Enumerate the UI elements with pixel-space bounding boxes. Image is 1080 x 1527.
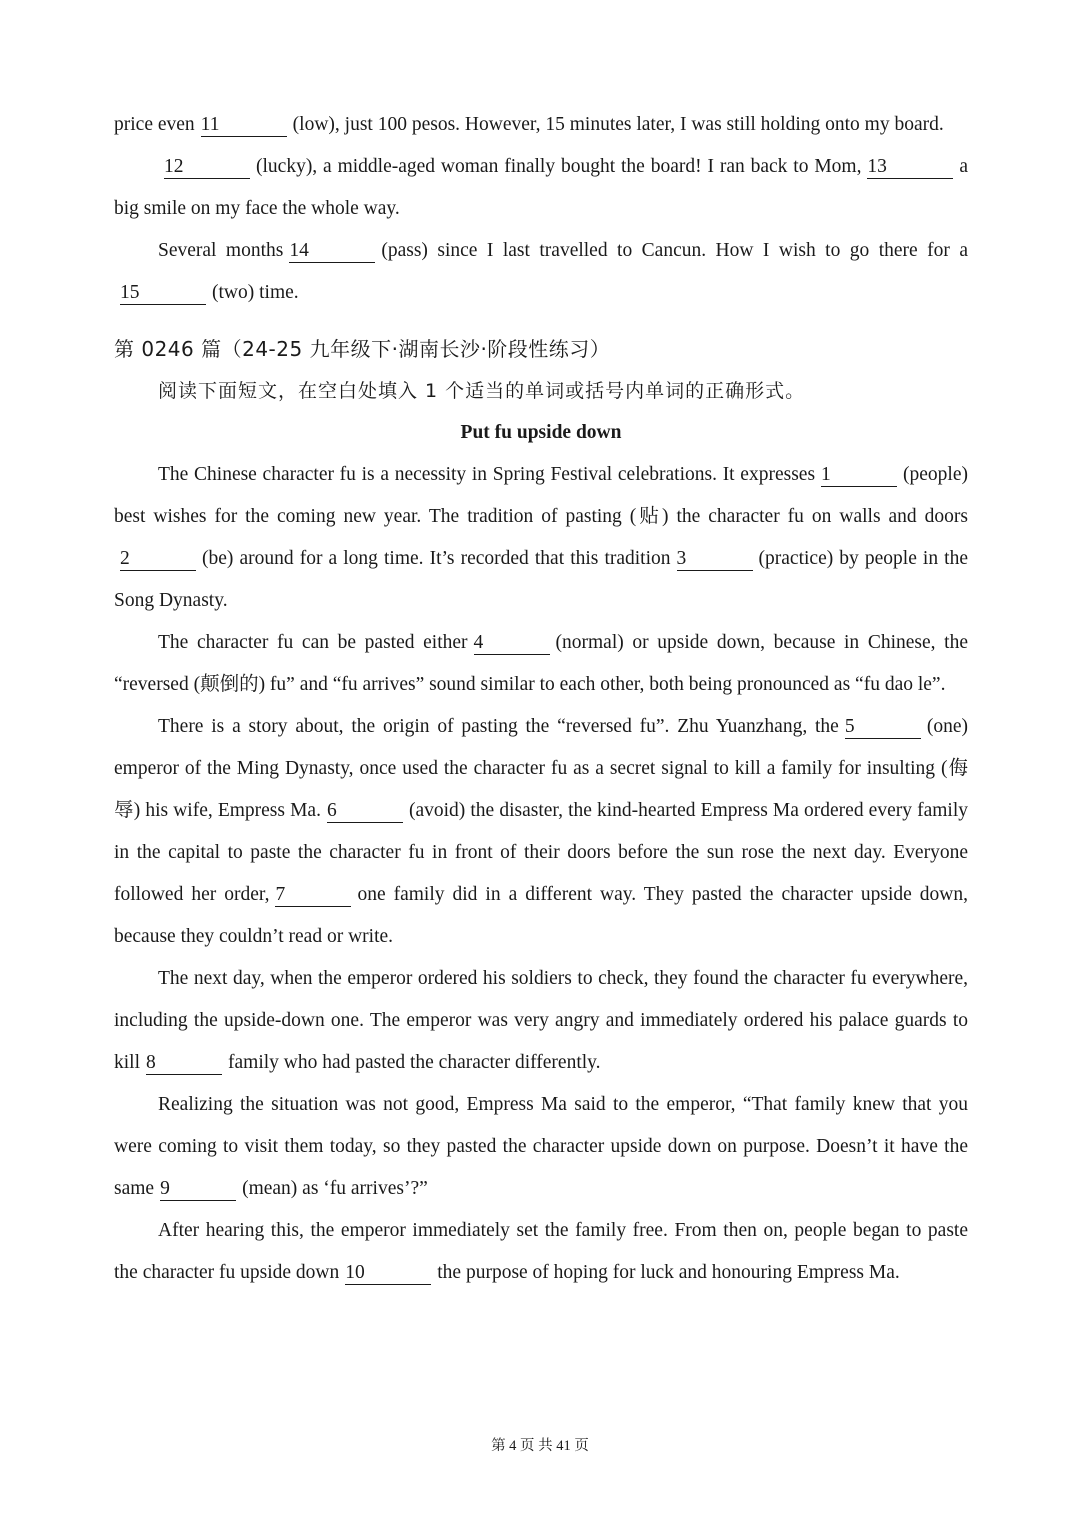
blank-3[interactable]: 3: [677, 548, 753, 571]
article-paragraph-3: There is a story about, the origin of pasting the “reversed fu”. Zhu Yuanzhang, the 5 (one) emperor of the Ming Dynasty, once used the character fu as a secret signal to kill a family for insulting (侮辱) his wife, Empress Ma. 6 (avoid) the disaster, the kind-hearted Empress Ma ordered every family in the capital to paste the character fu in front of their doors before the sun rose the next day. Everyone followed her order, 7 one family did in a different way. They pasted the character upside down, because they couldn’t read or write.: [114, 716, 968, 947]
blank-5[interactable]: 5: [845, 716, 921, 739]
page-footer: 第 4 页 共 41 页: [491, 1438, 589, 1454]
article-title: Put fu upside down: [460, 422, 622, 443]
page-content: [114, 104, 968, 1294]
blank-8[interactable]: 8: [146, 1052, 222, 1075]
blank-4[interactable]: 4: [474, 632, 550, 655]
article-paragraph-4: The next day, when the emperor ordered his soldiers to check, they found the character fu everywhere, including the upside-down one. The emperor was very angry and immediately ordered his palace guards to kill 8 family who had pasted the character differently.: [114, 968, 968, 1073]
blank-12[interactable]: 12: [164, 156, 250, 179]
blank-7[interactable]: 7: [275, 884, 351, 907]
blank-1[interactable]: 1: [821, 464, 897, 487]
blank-15[interactable]: 15: [120, 282, 206, 305]
prev-paragraph-3: Several months 14 (pass) since I last travelled to Cancun. How I wish to go there for a15 (two) time.: [120, 240, 968, 303]
blank-13[interactable]: 13: [867, 156, 953, 179]
section-title: 第 0246 篇（24-25 九年级下·湖南长沙·阶段性练习）: [114, 337, 611, 361]
blank-10[interactable]: 10: [345, 1262, 431, 1285]
blank-2[interactable]: 2: [120, 548, 196, 571]
blank-14[interactable]: 14: [289, 240, 375, 263]
article-paragraph-5: Realizing the situation was not good, Empress Ma said to the emperor, “That family knew that you were coming to visit them today, so they pasted the character upside down on purpose. Doesn’t it have the same 9 (mean) as ‘fu arrives’?”: [114, 1094, 968, 1199]
instruction-text: 阅读下面短文，在空白处填入 1 个适当的单词或括号内单词的正确形式。: [158, 380, 806, 402]
blank-11[interactable]: 11: [201, 114, 287, 137]
article-paragraph-2: The character fu can be pasted either 4 (normal) or upside down, because in Chinese, the “reversed (颠倒的) fu” and “fu arrives” sound similar to each other, both being pronounced as “fu dao le”.: [114, 632, 968, 695]
article-paragraph-6: After hearing this, the emperor immediately set the family free. From then on, people began to paste the character fu upside down 10 the purpose of hoping for luck and honouring Empress Ma.: [114, 1220, 968, 1283]
prev-paragraph-1: price even 11 (low), just 100 pesos. However, 15 minutes later, I was still holding onto my board.: [114, 114, 944, 135]
blank-6[interactable]: 6: [327, 800, 403, 823]
blank-9[interactable]: 9: [160, 1178, 236, 1201]
prev-paragraph-2: 12 (lucky), a middle-aged woman finally bought the board! I ran back to Mom, 13 a big smile on my face the whole way.: [114, 156, 968, 219]
article-paragraph-1: The Chinese character fu is a necessity in Spring Festival celebrations. It expresses 1 (people) best wishes for the coming new year. The tradition of pasting (贴) the character fu on walls and doors2 (be) around for a long time. It’s recorded that this tradition 3 (practice) by people in the Song Dynasty.: [114, 464, 968, 611]
